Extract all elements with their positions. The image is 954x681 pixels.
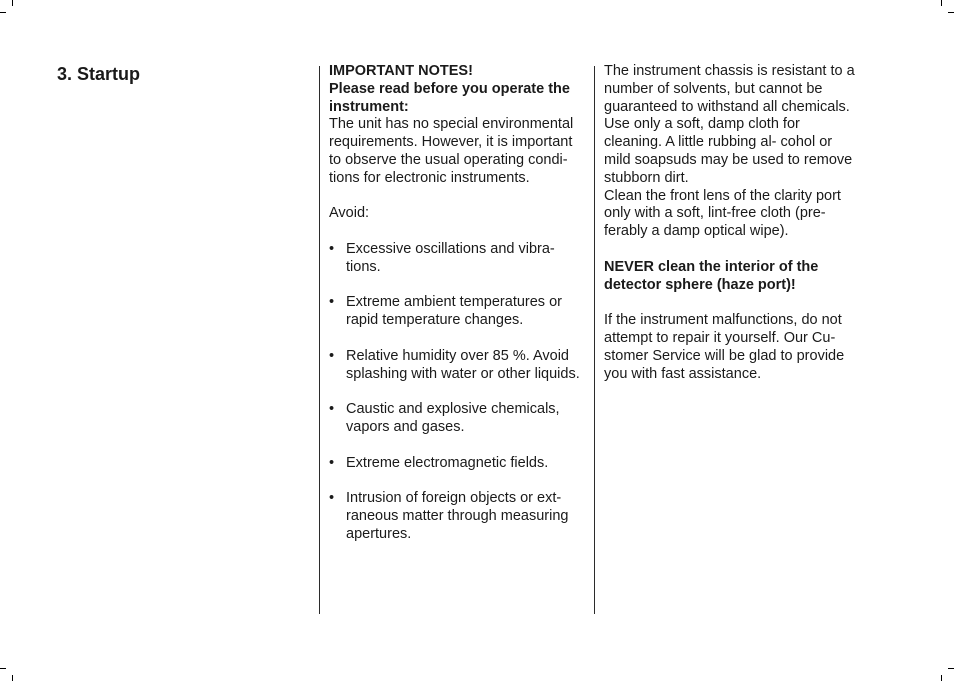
list-item-text: Caustic and explosive chemicals, vapors and gases.: [346, 401, 560, 435]
column-divider-right: [594, 66, 595, 614]
list-item: [329, 490, 585, 543]
read-before-operate-heading: Please read before you operate the instrument:: [329, 80, 570, 115]
list-item: [329, 348, 585, 384]
list-item-text: Extreme ambient temperatures or rapid temperature changes.: [346, 294, 562, 329]
list-item: [329, 401, 585, 437]
crop-mark-top-left-h: [0, 12, 6, 13]
avoid-list: [329, 241, 585, 544]
list-item: [329, 455, 585, 473]
crop-mark-top-left-v: [12, 0, 13, 6]
crop-mark-top-right-v: [941, 0, 942, 6]
environment-intro-text: The unit has no special environmental requirements. However, it is important to observe the usual operating condi- tions for electronic instruments.: [329, 116, 574, 186]
care-column: [604, 63, 860, 383]
crop-mark-bottom-left-h: [0, 668, 6, 669]
crop-mark-bottom-right-h: [948, 668, 954, 669]
lens-cleaning-text: Clean the front lens of the clarity port only with a soft, lint-free cloth (pre- ferably a damp optical wipe).: [604, 187, 841, 240]
bullet-icon: •: [329, 294, 335, 311]
crop-mark-bottom-right-v: [941, 675, 942, 681]
crop-mark-top-right-h: [948, 12, 954, 13]
bullet-icon: •: [329, 347, 335, 364]
list-item: [329, 294, 585, 330]
list-item-text: Extreme electromagnetic fields.: [346, 454, 549, 471]
service-text: If the instrument malfunctions, do not attempt to repair it yourself. Our Cu- stomer Service will be glad to provide you with fast assistance.: [604, 312, 845, 382]
bullet-icon: •: [329, 401, 335, 418]
bullet-icon: •: [329, 240, 335, 257]
list-item-text: Relative humidity over 85 %. Avoid splashing with water or other liquids.: [346, 347, 580, 382]
sphere-warning: NEVER clean the interior of the detector sphere (haze port)!: [604, 258, 819, 293]
list-item-text: Intrusion of foreign objects or ext- raneous matter through measuring apertures.: [346, 490, 569, 542]
section-title: 3. Startup: [57, 64, 141, 84]
cleaning-text: The instrument chassis is resistant to a number of solvents, but cannot be guaranteed to withstand all chemicals. Use only a soft, damp cloth for cleaning. A little rubbing al- cohol or mild soapsuds may be used to remove stubborn dirt.: [604, 63, 855, 186]
list-item: [329, 241, 585, 277]
column-divider-left: [319, 66, 320, 614]
important-notes-column: [329, 63, 585, 544]
important-notes-heading: IMPORTANT NOTES!: [329, 63, 473, 79]
crop-mark-bottom-left-v: [12, 675, 13, 681]
bullet-icon: •: [329, 490, 335, 507]
avoid-label: Avoid:: [329, 205, 370, 222]
list-item-text: Excessive oscillations and vibra- tions.: [346, 240, 555, 275]
bullet-icon: •: [329, 454, 335, 471]
